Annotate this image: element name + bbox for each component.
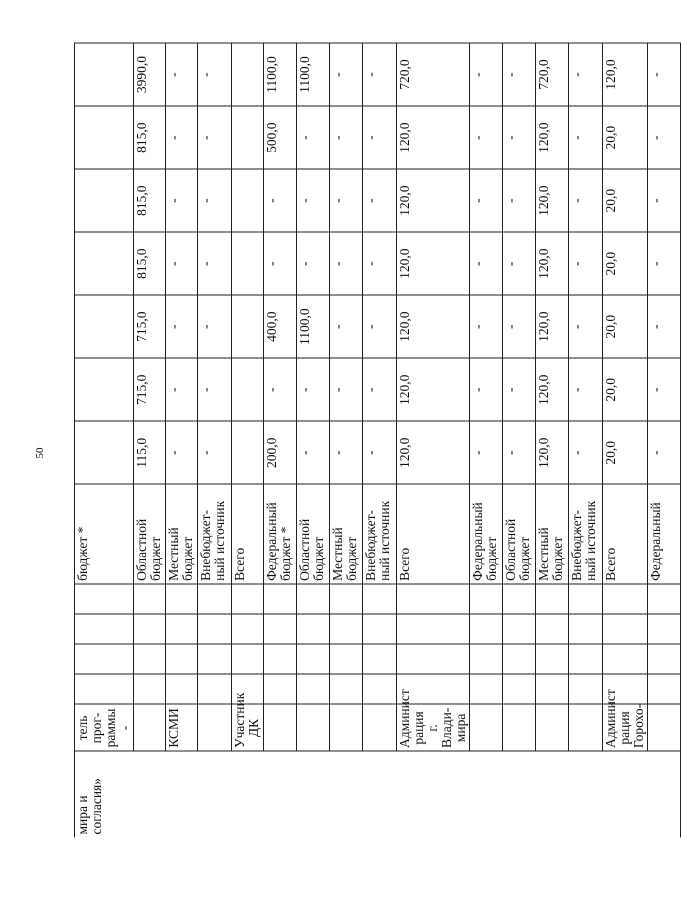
executor-cell xyxy=(134,704,166,751)
value-cell: - xyxy=(648,295,681,358)
value-cell: 120,0 xyxy=(603,43,648,106)
blank-cell xyxy=(503,614,536,644)
value-cell: - xyxy=(648,232,681,295)
value-cell: - xyxy=(470,232,503,295)
value-cell: 120,0 xyxy=(397,232,470,295)
value-cell: - xyxy=(330,421,363,484)
value-cell: 120,0 xyxy=(397,169,470,232)
executor-cell xyxy=(198,704,232,751)
budget-table xyxy=(74,43,681,838)
blank-cell xyxy=(330,644,363,674)
value-cell: - xyxy=(330,43,363,106)
funding-source-cell: Местный бюджет xyxy=(330,484,363,584)
executor-cell: Админист рация г. Влади- мира xyxy=(397,704,470,751)
funding-source-cell: Областной бюджет xyxy=(503,484,536,584)
value-cell: - xyxy=(330,169,363,232)
blank-cell xyxy=(363,584,397,614)
blank-cell xyxy=(536,584,569,614)
blank-cell xyxy=(470,674,503,704)
blank-cell xyxy=(166,584,198,614)
value-cell: - xyxy=(330,232,363,295)
value-cell: 120,0 xyxy=(397,358,470,421)
value-cell xyxy=(75,169,134,232)
blank-cell xyxy=(569,584,603,614)
value-cell: - xyxy=(363,295,397,358)
value-cell: - xyxy=(297,106,330,169)
value-cell: - xyxy=(330,295,363,358)
blank-cell xyxy=(134,644,166,674)
funding-source-cell: Всего xyxy=(397,484,470,584)
value-cell: - xyxy=(470,106,503,169)
value-cell: - xyxy=(330,106,363,169)
value-cell: - xyxy=(363,421,397,484)
blank-cell xyxy=(75,614,134,644)
blank-cell xyxy=(75,584,134,614)
blank-cell xyxy=(569,644,603,674)
value-cell: 20,0 xyxy=(603,169,648,232)
table-row xyxy=(470,43,503,838)
value-cell: 3990,0 xyxy=(134,43,166,106)
blank-cell xyxy=(166,644,198,674)
value-cell: - xyxy=(503,358,536,421)
value-cell: 815,0 xyxy=(134,232,166,295)
value-cell: - xyxy=(297,232,330,295)
value-cell: - xyxy=(648,358,681,421)
value-cell xyxy=(75,232,134,295)
blank-cell xyxy=(134,674,166,704)
value-cell xyxy=(75,43,134,106)
blank-cell xyxy=(297,674,330,704)
blank-cell xyxy=(264,674,297,704)
value-cell: 20,0 xyxy=(603,232,648,295)
blank-cell xyxy=(297,644,330,674)
value-cell: - xyxy=(470,43,503,106)
executor-cell: КСМИ xyxy=(166,704,198,751)
blank-cell xyxy=(232,584,264,614)
blank-cell xyxy=(198,644,232,674)
executor-cell xyxy=(648,704,681,751)
value-cell: - xyxy=(363,232,397,295)
executor-cell: тель прог- раммы - xyxy=(75,704,134,751)
value-cell: 815,0 xyxy=(134,169,166,232)
program-name-cell: мира и согласия» xyxy=(75,751,681,837)
value-cell: - xyxy=(166,43,198,106)
blank-cell xyxy=(264,614,297,644)
blank-cell xyxy=(198,584,232,614)
executor-cell xyxy=(297,704,330,751)
value-cell: 1100,0 xyxy=(264,43,297,106)
value-cell xyxy=(75,358,134,421)
value-cell: - xyxy=(503,169,536,232)
blank-cell xyxy=(232,614,264,644)
value-cell: 120,0 xyxy=(536,295,569,358)
value-cell: - xyxy=(503,43,536,106)
table-row xyxy=(536,43,569,838)
table-row xyxy=(166,43,198,838)
blank-cell xyxy=(536,644,569,674)
value-cell xyxy=(232,421,264,484)
blank-cell xyxy=(397,584,470,614)
value-cell: - xyxy=(569,232,603,295)
executor-cell xyxy=(470,704,503,751)
funding-source-cell: Областной бюджет xyxy=(297,484,330,584)
funding-source-cell: Внебюджет- ный источник xyxy=(198,484,232,584)
value-cell: - xyxy=(363,43,397,106)
table-row xyxy=(648,43,681,838)
value-cell: - xyxy=(166,358,198,421)
value-cell xyxy=(75,106,134,169)
funding-source-cell: Местный бюджет xyxy=(166,484,198,584)
table-row xyxy=(603,43,648,838)
blank-cell xyxy=(297,614,330,644)
value-cell: - xyxy=(470,169,503,232)
value-cell: 115,0 xyxy=(134,421,166,484)
blank-cell xyxy=(648,674,681,704)
table-row xyxy=(75,43,134,838)
blank-cell xyxy=(603,614,648,644)
value-cell: - xyxy=(470,421,503,484)
value-cell: - xyxy=(363,106,397,169)
blank-cell xyxy=(363,674,397,704)
blank-cell xyxy=(198,614,232,644)
value-cell: - xyxy=(264,232,297,295)
value-cell: 120,0 xyxy=(397,106,470,169)
value-cell: 120,0 xyxy=(536,232,569,295)
blank-cell xyxy=(397,644,470,674)
blank-cell xyxy=(603,584,648,614)
value-cell xyxy=(232,295,264,358)
value-cell: 120,0 xyxy=(536,358,569,421)
value-cell xyxy=(232,358,264,421)
value-cell: 20,0 xyxy=(603,421,648,484)
value-cell: - xyxy=(503,421,536,484)
page-number: 50 xyxy=(34,447,46,459)
funding-source-cell: Всего xyxy=(232,484,264,584)
value-cell xyxy=(232,106,264,169)
blank-cell xyxy=(330,584,363,614)
value-cell: - xyxy=(297,358,330,421)
value-cell: - xyxy=(198,106,232,169)
value-cell xyxy=(232,169,264,232)
blank-cell xyxy=(75,644,134,674)
value-cell: - xyxy=(166,295,198,358)
blank-cell xyxy=(166,674,198,704)
value-cell: - xyxy=(569,358,603,421)
value-cell: 20,0 xyxy=(603,106,648,169)
executor-cell xyxy=(330,704,363,751)
value-cell: - xyxy=(297,421,330,484)
value-cell: 120,0 xyxy=(397,421,470,484)
blank-cell xyxy=(470,584,503,614)
value-cell: - xyxy=(198,169,232,232)
value-cell: - xyxy=(648,421,681,484)
value-cell xyxy=(75,295,134,358)
blank-cell xyxy=(503,674,536,704)
funding-source-cell: Местный бюджет xyxy=(536,484,569,584)
blank-cell xyxy=(470,644,503,674)
value-cell: - xyxy=(569,421,603,484)
table-row xyxy=(134,43,166,838)
funding-source-cell: Федеральный xyxy=(648,484,681,584)
blank-cell xyxy=(264,584,297,614)
blank-cell xyxy=(134,614,166,644)
executor-cell xyxy=(363,704,397,751)
value-cell xyxy=(232,232,264,295)
value-cell: - xyxy=(470,358,503,421)
table-row xyxy=(232,43,264,838)
value-cell: 120,0 xyxy=(397,295,470,358)
value-cell: - xyxy=(198,421,232,484)
value-cell: 720,0 xyxy=(397,43,470,106)
value-cell: - xyxy=(569,169,603,232)
blank-cell xyxy=(648,584,681,614)
value-cell: - xyxy=(166,421,198,484)
value-cell: - xyxy=(503,232,536,295)
value-cell xyxy=(232,43,264,106)
table-row xyxy=(503,43,536,838)
value-cell: 20,0 xyxy=(603,295,648,358)
value-cell: - xyxy=(330,358,363,421)
value-cell: - xyxy=(503,295,536,358)
value-cell xyxy=(75,421,134,484)
blank-cell xyxy=(330,674,363,704)
funding-source-cell: Внебюджет- ный источник xyxy=(569,484,603,584)
blank-cell xyxy=(648,614,681,644)
value-cell: 120,0 xyxy=(536,421,569,484)
funding-source-cell: Областной бюджет xyxy=(134,484,166,584)
table-row xyxy=(297,43,330,838)
value-cell: - xyxy=(648,43,681,106)
blank-cell xyxy=(363,614,397,644)
value-cell: - xyxy=(470,295,503,358)
value-cell: - xyxy=(198,43,232,106)
funding-source-cell: Федеральный бюджет * xyxy=(264,484,297,584)
blank-cell xyxy=(648,644,681,674)
value-cell: 200,0 xyxy=(264,421,297,484)
blank-cell xyxy=(264,644,297,674)
value-cell: - xyxy=(363,169,397,232)
executor-cell: Участник ДК xyxy=(232,704,264,751)
blank-cell xyxy=(75,674,134,704)
value-cell: - xyxy=(363,358,397,421)
funding-source-cell: Внебюджет- ный источник xyxy=(363,484,397,584)
blank-cell xyxy=(536,674,569,704)
value-cell: 715,0 xyxy=(134,358,166,421)
blank-cell xyxy=(503,584,536,614)
value-cell: 715,0 xyxy=(134,295,166,358)
blank-cell xyxy=(397,614,470,644)
value-cell: 1100,0 xyxy=(297,43,330,106)
table-row xyxy=(198,43,232,838)
value-cell: - xyxy=(166,106,198,169)
value-cell: - xyxy=(569,106,603,169)
value-cell: - xyxy=(648,106,681,169)
value-cell: - xyxy=(198,295,232,358)
value-cell: - xyxy=(264,358,297,421)
value-cell: - xyxy=(166,169,198,232)
blank-cell xyxy=(569,614,603,644)
blank-cell xyxy=(603,644,648,674)
value-cell: 120,0 xyxy=(536,169,569,232)
executor-cell xyxy=(536,704,569,751)
executor-cell xyxy=(264,704,297,751)
blank-cell xyxy=(198,674,232,704)
blank-cell xyxy=(470,614,503,644)
value-cell: - xyxy=(503,106,536,169)
blank-cell xyxy=(536,614,569,644)
executor-cell xyxy=(503,704,536,751)
value-cell: - xyxy=(198,358,232,421)
value-cell: - xyxy=(166,232,198,295)
blank-cell xyxy=(166,614,198,644)
funding-source-cell: бюджет * xyxy=(75,484,134,584)
rotated-table-container xyxy=(74,43,663,838)
funding-source-cell: Федеральный бюджет xyxy=(470,484,503,584)
executor-cell xyxy=(569,704,603,751)
funding-source-cell: Всего xyxy=(603,484,648,584)
value-cell: 120,0 xyxy=(536,106,569,169)
blank-cell xyxy=(363,644,397,674)
value-cell: 815,0 xyxy=(134,106,166,169)
value-cell: 20,0 xyxy=(603,358,648,421)
table-row xyxy=(397,43,470,838)
blank-cell xyxy=(330,614,363,644)
value-cell: 400,0 xyxy=(264,295,297,358)
blank-cell xyxy=(232,644,264,674)
value-cell: 500,0 xyxy=(264,106,297,169)
value-cell: - xyxy=(264,169,297,232)
table-row xyxy=(330,43,363,838)
blank-cell xyxy=(297,584,330,614)
value-cell: - xyxy=(198,232,232,295)
blank-cell xyxy=(134,584,166,614)
value-cell: 720,0 xyxy=(536,43,569,106)
value-cell: - xyxy=(648,169,681,232)
table-row xyxy=(264,43,297,838)
value-cell: - xyxy=(569,43,603,106)
table-row xyxy=(363,43,397,838)
value-cell: - xyxy=(297,169,330,232)
blank-cell xyxy=(569,674,603,704)
table-row xyxy=(569,43,603,838)
blank-cell xyxy=(503,644,536,674)
value-cell: 1100,0 xyxy=(297,295,330,358)
executor-cell: Админист рация Горохо- xyxy=(603,704,648,751)
value-cell: - xyxy=(569,295,603,358)
